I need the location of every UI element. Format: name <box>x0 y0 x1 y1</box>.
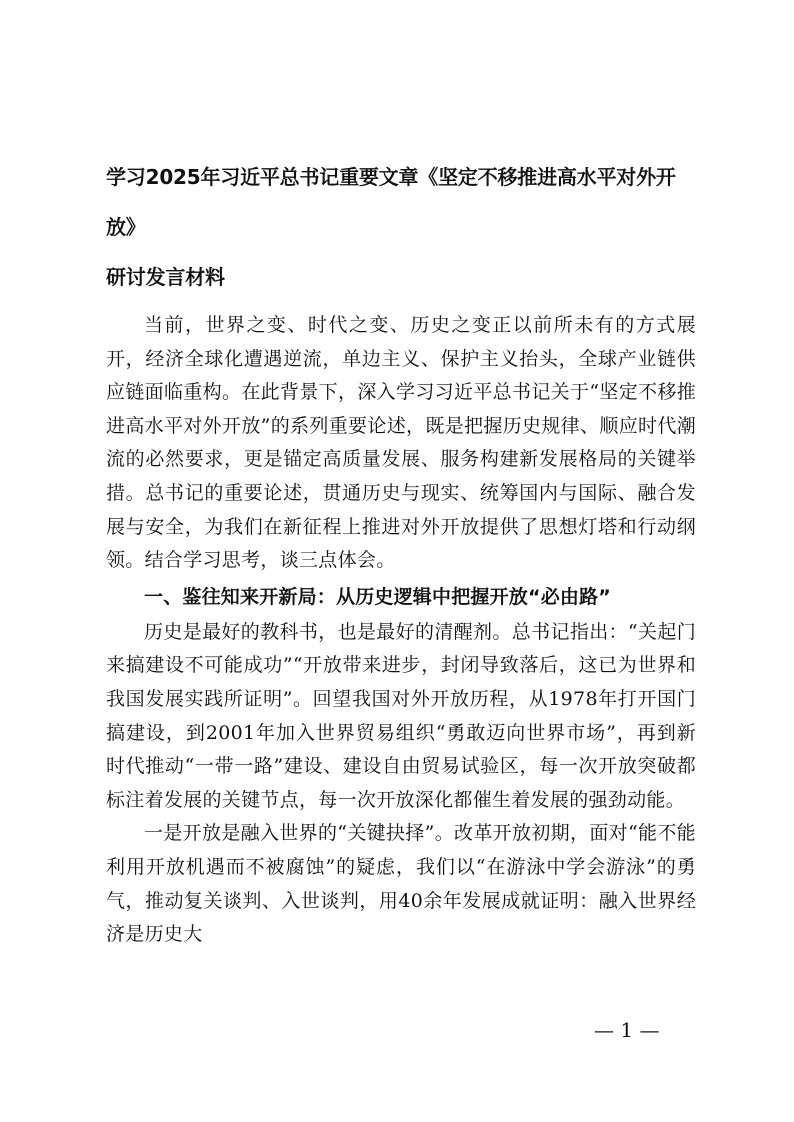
section1-paragraph-2: 一是开放是融入世界的“关键抉择”。改革开放初期，面对“能不能利用开放机遇而不被腐蚀”的疑虑，我们以“在游泳中学会游泳”的勇气，推动复关谈判、入世谈判，用40余年发展成就证明：融入世界经济是历史大 <box>106 822 696 946</box>
title-line-2: 研讨发言材料 <box>106 265 225 289</box>
intro-paragraph: 当前，世界之变、时代之变、历史之变正以前所未有的方式展开，经济全球化遭遇逆流，单边主义、保护主义抬头，全球产业链供应链面临重构。在此背景下，深入学习习近平总书记关于“坚定不移推进高水平对外开放”的系列重要论述，既是把握历史规律、顺应时代潮流的必然要求，更是锚定高质量发展、服务构建新发展格局的关键举措。总书记的重要论述，贯通历史与现实、统筹国内与国际、融合发展与安全，为我们在新征程上推进对外开放提供了思想灯塔和行动纲领。结合学习思考，谈三点体会。 <box>106 314 696 572</box>
section-heading-1: 一、鉴往知来开新局：从历史逻辑中把握开放“必由路” <box>144 585 611 608</box>
document-title <box>106 152 706 302</box>
page-number: — 1 — <box>594 1018 660 1042</box>
title-line-1: 学习2025年习近平总书记重要文章《坚定不移推进高水平对外开放》 <box>106 165 676 239</box>
document-body <box>106 309 696 952</box>
section1-paragraph-1: 历史是最好的教科书，也是最好的清醒剂。总书记指出：“关起门来搞建设不可能成功”“开放带来进步，封闭导致落后，这已为世界和我国发展实践所证明”。回望我国对外开放历程，从1978年打开国门搞建设，到2001年加入世界贸易组织“勇敢迈向世界市场”，再到新时代推动“一带一路”建设、建设自由贸易试验区，每一次开放突破都标注着发展的关键节点，每一次开放深化都催生着发展的强劲动能。 <box>106 620 696 811</box>
